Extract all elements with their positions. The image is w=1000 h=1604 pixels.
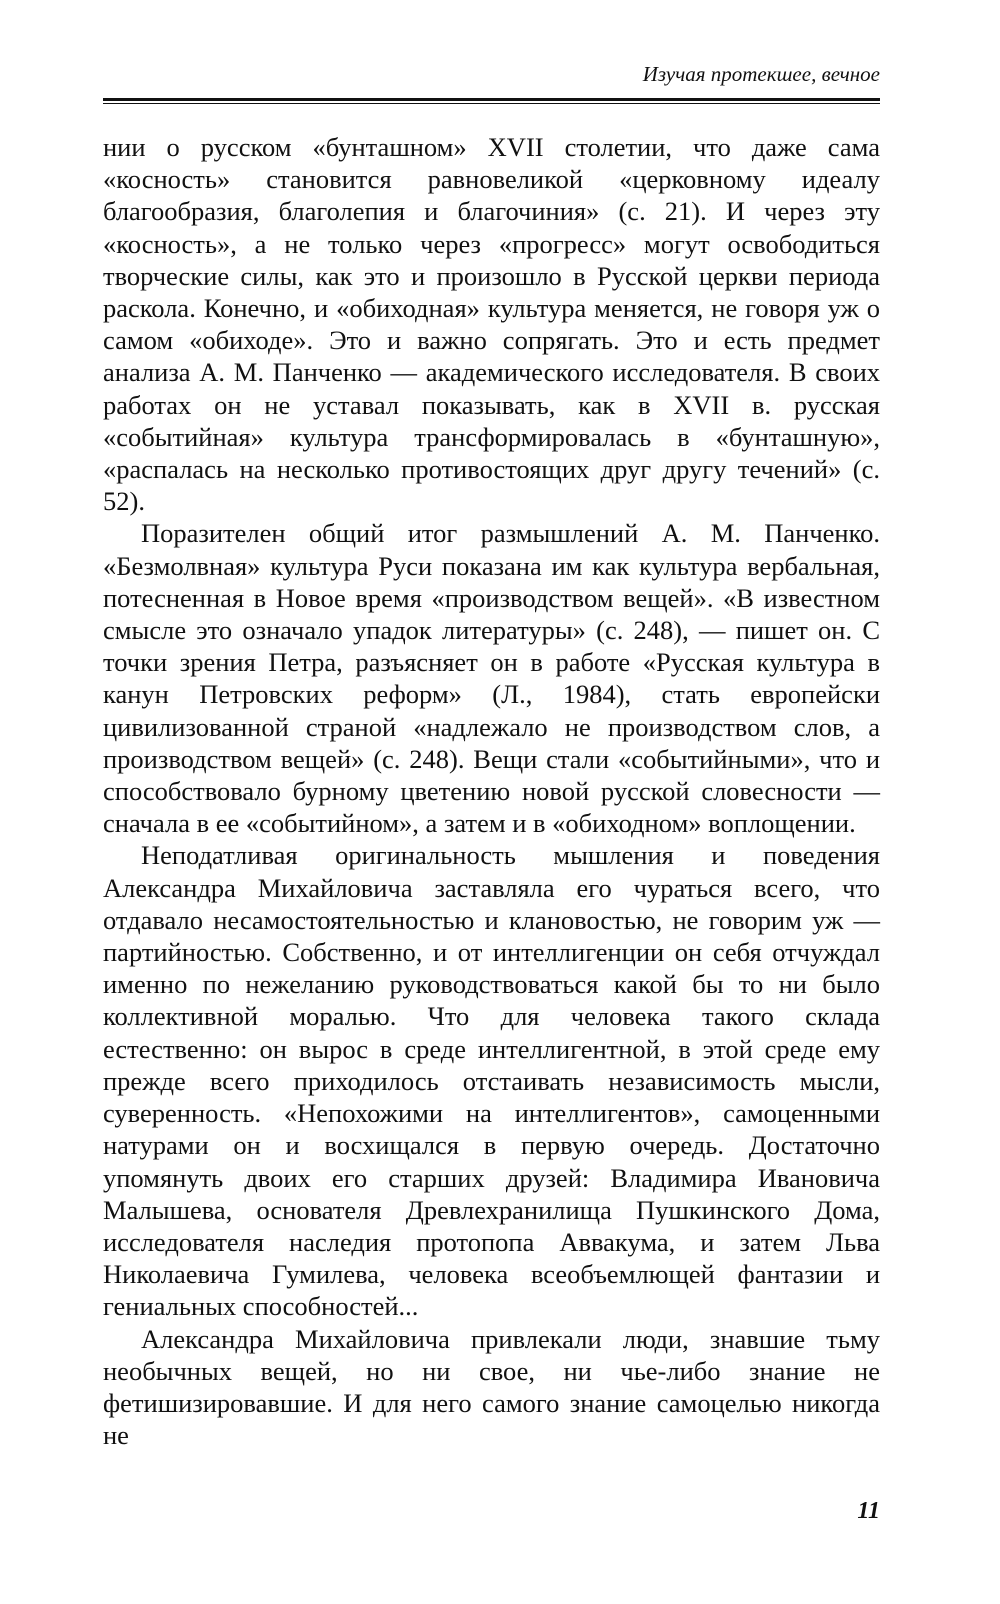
body-text xyxy=(103,131,880,1451)
header-rule xyxy=(103,98,880,104)
paragraph-continued: нии о русском «бунташном» XVII столетии, что даже сама «косность» становится равновеликой «церковному идеалу благообразия, благолепия и благочиния» (с. 21). И через эту «косность», а не только через «прогресс» могут освободиться творческие силы, как это и произошло в Русской церкви периода раскола. Конечно, и «обиходная» культура меняется, не говоря уж о самом «обиходе». Это и важно сопрягать. Это и есть предмет анализа А. М. Панченко — академического исследователя. В своих работах он не уставал показывать, как в XVII в. русская «событийная» культура трансформировалась в «бунташную», «распалась на несколько противостоящих друг другу течений» (с. 52). xyxy=(103,132,880,517)
paragraph: Александра Михайловича привлекали люди, знавшие тьму необычных вещей, но ни свое, ни чье-либо знание не фетишизировавшие. И для него самого знание самоцелью никогда не xyxy=(103,1323,880,1451)
paragraph: Поразителен общий итог размышлений А. М. Панченко. «Безмолвная» культура Руси показана им как культура вербальная, потесненная в Новое время «производством вещей». «В известном смысле это означало упадок литературы» (с. 248), — пишет он. С точки зрения Петра, разъясняет он в работе «Русская культура в канун Петровских реформ» (Л., 1984), стать европейски цивилизованной страной «надлежало не производством слов, а производством вещей» (с. 248). Вещи стали «событийными», что и способствовало бурному цветению новой русской словесности — сначала в ее «событийном», а затем и в «обиходном» воплощении. xyxy=(103,518,880,839)
paragraph: Неподатливая оригинальность мышления и поведения Александра Михайловича заставляла его чураться всего, что отдавало несамостоятельностью и клановостью, не говорим уж — партийностью. Собственно, и от интеллигенции он себя отчуждал именно по нежеланию руководствоваться какой бы то ни было коллективной моралью. Что для человека такого склада естественно: он вырос в среде интеллигентной, в этой среде ему прежде всего приходилось отстаивать независимость мысли, суверенность. «Непохожими на интеллигентов», самоценными натурами он и восхищался в первую очередь. Достаточно упомянуть двоих его старших друзей: Владимира Ивановича Малышева, основателя Древлехранилища Пушкинского Дома, исследователя наследия протопопа Аввакума, и затем Льва Николаевича Гумилева, человека всеобъемлющей фантазии и гениальных способностей... xyxy=(103,840,880,1322)
running-title: Изучая протекшее, вечное xyxy=(642,62,880,86)
page-number: 11 xyxy=(857,1498,880,1524)
